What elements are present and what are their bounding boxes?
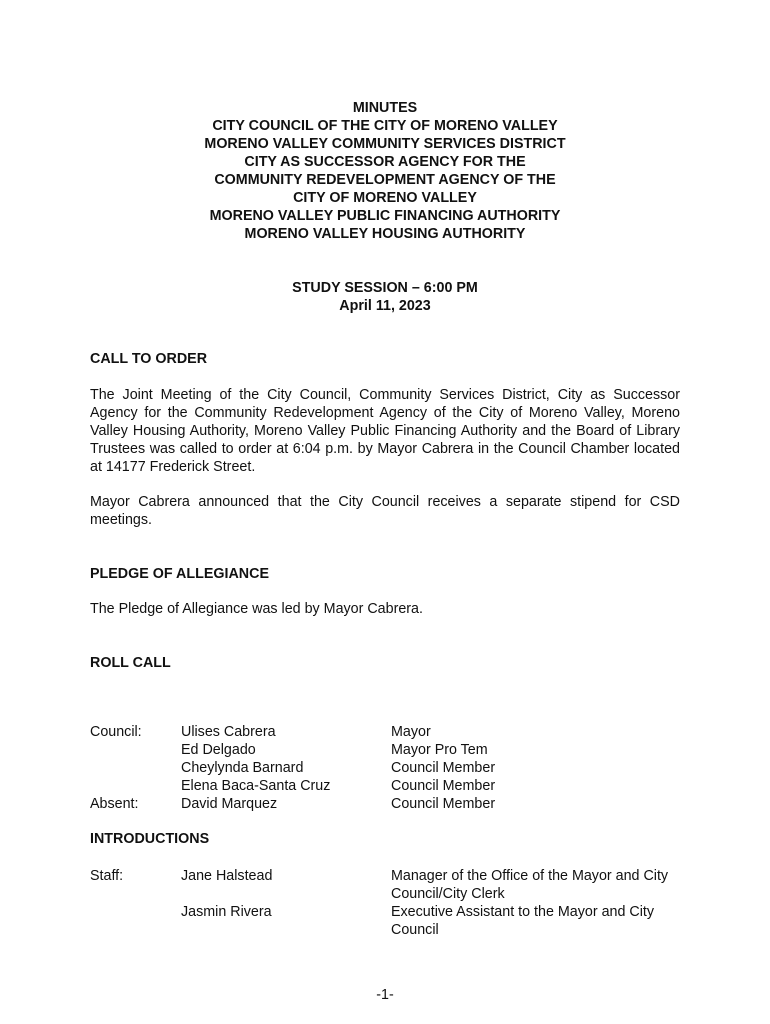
header-line: CITY OF MORENO VALLEY (293, 190, 477, 206)
header-line: CITY COUNCIL OF THE CITY OF MORENO VALLEY (212, 118, 558, 134)
header-line: MORENO VALLEY COMMUNITY SERVICES DISTRICT (204, 136, 566, 152)
member-name: Elena Baca-Santa Cruz (181, 778, 331, 794)
member-name: Ed Delgado (181, 742, 256, 758)
member-title: Council Member (391, 760, 496, 776)
roll-call-labels (90, 723, 142, 813)
staff-title: Executive Assistant to the Mayor and City (391, 904, 655, 920)
member-title: Council Member (391, 796, 496, 812)
header-line: COMMUNITY REDEVELOPMENT AGENCY OF THE (214, 172, 556, 188)
council-label: Council: (90, 724, 142, 740)
introductions-heading: INTRODUCTIONS (90, 831, 210, 847)
staff-title: Manager of the Office of the Mayor and City (391, 868, 669, 884)
session-title: STUDY SESSION – 6:00 PM (292, 280, 478, 296)
member-title: Council Member (391, 778, 496, 794)
header-line: MINUTES (352, 100, 418, 116)
call-to-order-paragraph: The Joint Meeting of the City Council, Community Services District, City as Successor Agency for the Community Redevelopment Agency of the City of Moreno Valley, Moreno Valley Housing Authority, Moreno Valley Public Financing Authority and the Board of Library Trustees was called to order at 6:04 p.m. by Mayor Cabrera in the Council Chamber located at 14177 Frederick Street. (90, 387, 680, 475)
header-line: MORENO VALLEY HOUSING AUTHORITY (244, 226, 526, 242)
pledge-text: The Pledge of Allegiance was led by Mayor Cabrera. (90, 601, 423, 617)
member-name: Ulises Cabrera (181, 724, 276, 740)
member-title: Mayor Pro Tem (391, 742, 488, 758)
call-to-order-heading: CALL TO ORDER (90, 351, 208, 367)
roll-call-heading: ROLL CALL (90, 655, 171, 671)
staff-label: Staff: (90, 868, 124, 884)
page-number: -1- (376, 987, 394, 1003)
session-info (0, 279, 770, 315)
staff-name: Jane Halstead (181, 868, 273, 884)
absent-label: Absent: (90, 796, 139, 812)
staff-names (181, 867, 272, 921)
header-line: CITY AS SUCCESSOR AGENCY FOR THE (244, 154, 526, 170)
pledge-heading: PLEDGE OF ALLEGIANCE (90, 566, 269, 582)
staff-name: Jasmin Rivera (181, 904, 272, 920)
staff-titles (391, 867, 668, 939)
member-title: Mayor (391, 724, 431, 740)
header-line: MORENO VALLEY PUBLIC FINANCING AUTHORITY (209, 208, 561, 224)
document-header (0, 99, 770, 243)
member-name: David Marquez (181, 796, 278, 812)
session-date: April 11, 2023 (339, 298, 431, 314)
staff-title: Council (391, 922, 439, 938)
stipend-paragraph: Mayor Cabrera announced that the City Council receives a separate stipend for CSD meetings. (90, 494, 680, 528)
roll-call-titles (391, 723, 495, 813)
member-name: Cheylynda Barnard (181, 760, 304, 776)
staff-title: Council/City Clerk (391, 886, 505, 902)
roll-call-names (181, 723, 330, 813)
